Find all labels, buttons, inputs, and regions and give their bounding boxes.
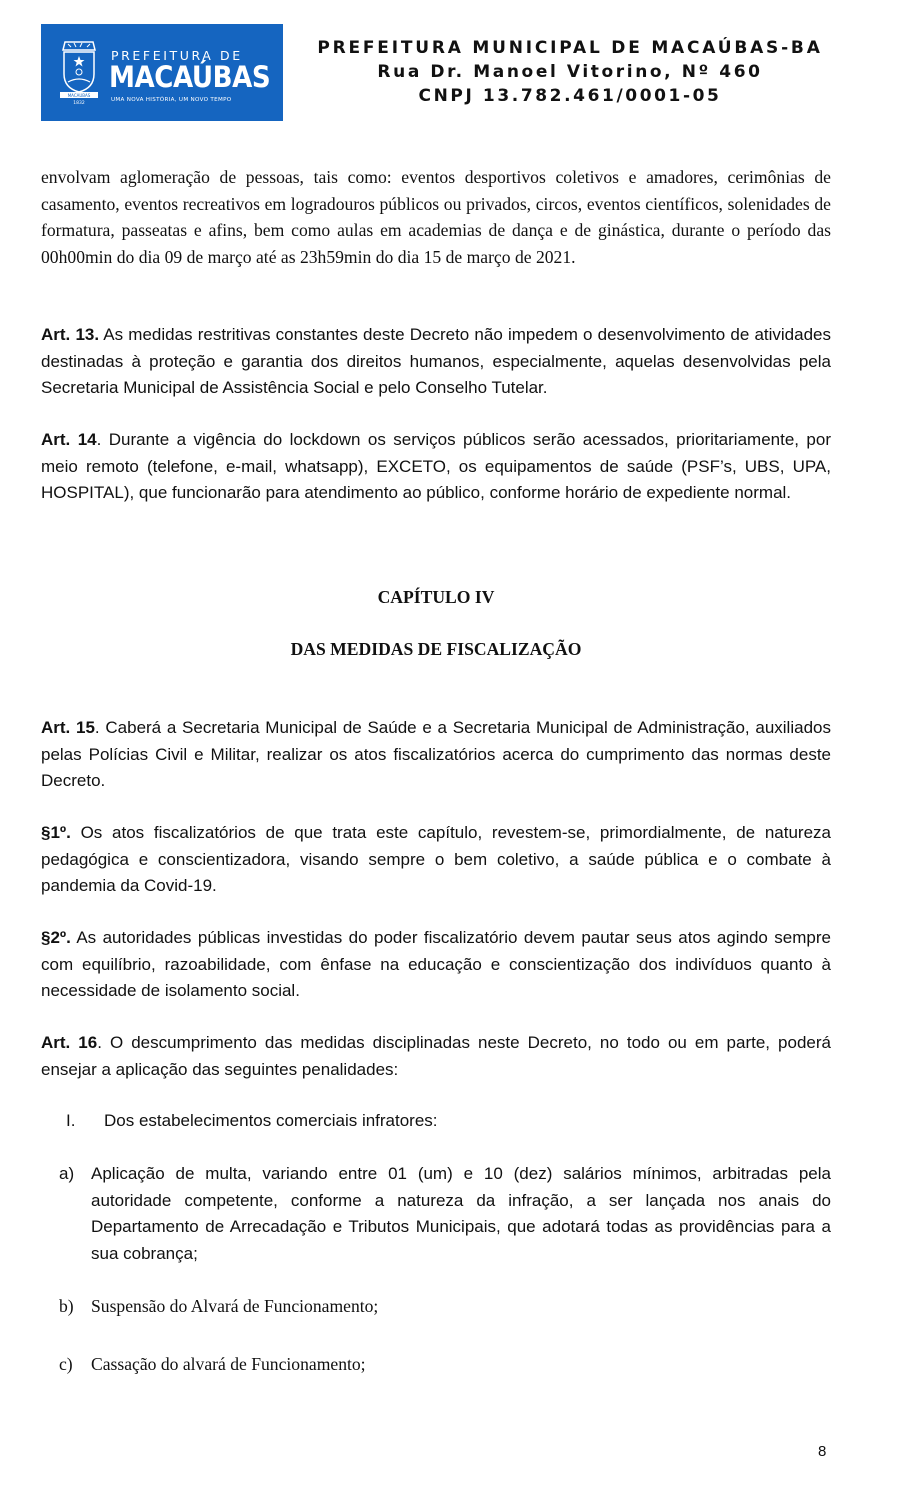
item-a-marker: a)	[59, 1164, 75, 1183]
article-15	[41, 715, 831, 795]
letterhead	[300, 36, 840, 108]
logo-slogan: UMA NOVA HISTÓRIA, UM NOVO TEMPO	[111, 97, 232, 103]
item-b-marker: b)	[59, 1296, 74, 1316]
article-16	[41, 1030, 831, 1083]
article-13-label: Art. 13.	[41, 325, 100, 344]
letterhead-address: Rua Dr. Manoel Vitorino, Nº 460	[377, 62, 763, 82]
prefeitura-logo	[41, 24, 283, 121]
chapter-title: DAS MEDIDAS DE FISCALIZAÇÃO	[290, 639, 582, 659]
item-b-text: Suspensão do Alvará de Funcionamento;	[91, 1296, 379, 1316]
article-16-label: Art. 16	[41, 1033, 98, 1052]
paragraph-1-label: §1º.	[41, 823, 71, 842]
svg-text:1832: 1832	[73, 101, 85, 106]
item-a-text: Aplicação de multa, variando entre 01 (um) e 10 (dez) salários mínimos, arbitradas pela autoridade competente, conforme a natureza da infração, a ser lançada nos anais do Departamento de Arrecadação e Tributos Municipais, que adotará todas as providências para a sua cobrança;	[91, 1164, 831, 1263]
page-number: 8	[818, 1443, 827, 1460]
roman-item-text: Dos estabelecimentos comerciais infratores:	[104, 1111, 438, 1130]
roman-item-marker: I.	[66, 1111, 76, 1130]
article-13-text: As medidas restritivas constantes deste Decreto não impedem o desenvolvimento de atividades destinadas à proteção e garantia dos direitos humanos, especialmente, aquelas desenvolvidas pela Secretaria Municipal de Assistência Social e pelo Conselho Tutelar.	[41, 325, 831, 397]
article-16-text: . O descumprimento das medidas disciplinadas neste Decreto, no todo ou em parte, poderá ensejar a aplicação das seguintes penalidades:	[41, 1033, 831, 1079]
article-14-text: . Durante a vigência do lockdown os serviços públicos serão acessados, prioritariamente, por meio remoto (telefone, e-mail, whatsapp), EXCETO, os equipamentos de saúde (PSF’s, UBS, UPA, HOSPITAL), que funcionarão para atendimento ao público, conforme horário de expediente normal.	[41, 430, 831, 502]
paragraph-2	[41, 925, 831, 1005]
item-c-marker: c)	[59, 1354, 73, 1374]
svg-text:MACAUBAS: MACAUBAS	[67, 93, 91, 98]
logo-line2: MACAÚBAS	[109, 60, 271, 94]
chapter-heading: CAPÍTULO IV	[377, 587, 495, 607]
article-15-text: . Caberá a Secretaria Municipal de Saúde e a Secretaria Municipal de Administração, auxiliados pelas Polícias Civil e Militar, realizar os atos fiscalizatórios acerca do cumprimento das normas deste Decreto.	[41, 718, 831, 790]
paragraph-2-text: As autoridades públicas investidas do poder fiscalizatório devem pautar seus atos agindo sempre com equilíbrio, razoabilidade, com ênfase na educação e conscientização dos indivíduos quanto à necessidade de isolamento social.	[41, 928, 831, 1000]
article-14-label: Art. 14	[41, 430, 97, 449]
continuation-paragraph: envolvam aglomeração de pessoas, tais como: eventos desportivos coletivos e amadores, cerimônias de casamento, eventos recreativos em logradouros públicos ou privados, circos, eventos científicos, solenidades de formatura, passeatas e afins, bem como aulas em academias de dança e de ginástica, durante o período das 00h00min do dia 09 de março até as 23h59min do dia 15 de março de 2021.	[41, 167, 831, 267]
letterhead-cnpj: CNPJ 13.782.461/0001-05	[418, 86, 722, 106]
paragraph-2-label: §2º.	[41, 928, 71, 947]
paragraph-1-text: Os atos fiscalizatórios de que trata este capítulo, revestem-se, primordialmente, de natureza pedagógica e conscientizadora, visando sempre o bem coletivo, a saúde pública e o combate à pandemia da Covid-19.	[41, 823, 831, 895]
letterhead-title: PREFEITURA MUNICIPAL DE MACAÚBAS-BA	[317, 38, 823, 58]
article-13	[41, 322, 831, 402]
logo-line1: PREFEITURA DE	[111, 48, 243, 63]
paragraph-1	[41, 820, 831, 900]
item-c-text: Cassação do alvará de Funcionamento;	[91, 1354, 366, 1374]
article-14	[41, 427, 831, 507]
article-15-label: Art. 15	[41, 718, 95, 737]
coat-of-arms-icon	[59, 40, 99, 106]
